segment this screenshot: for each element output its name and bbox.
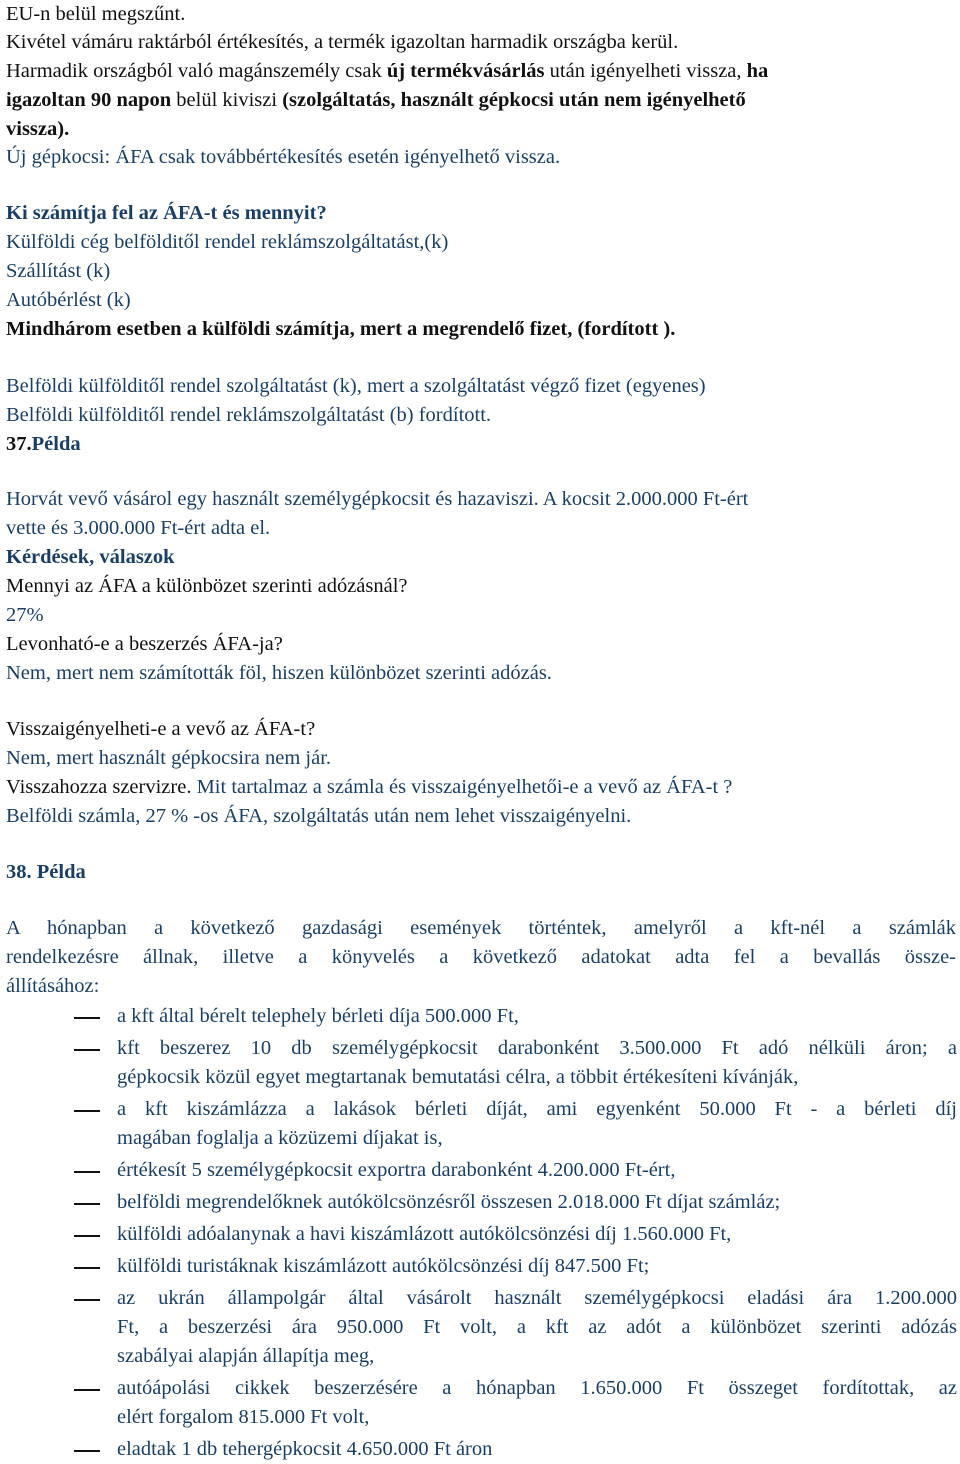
list-item-continuation: Ft, a beszerzési ára 950.000 Ft volt, a kft az adót a különbözet szerinti adózás xyxy=(117,1316,957,1338)
list-item: külföldi turistáknak kiszámlázott autókölcsönzési díj 847.500 Ft; xyxy=(117,1255,650,1277)
who-line-4: Mindhárom esetben a külföldi számítja, mert a megrendelő fizet, (fordított ). xyxy=(6,318,676,340)
list-dash xyxy=(74,1017,100,1019)
list-item: értékesít 5 személygépkocsit exportra darabonként 4.200.000 Ft-ért, xyxy=(117,1159,676,1181)
intro-line-4b: belül kiviszi xyxy=(171,89,283,111)
example37-word: Példa xyxy=(31,433,81,455)
intro-line-4c: (szolgáltatás, használt gépkocsi után nem igényelhető xyxy=(282,89,746,111)
list-item-continuation: elért forgalom 815.000 Ft volt, xyxy=(117,1406,370,1428)
example38-intro-1: A hónapban a következő gazdasági események történtek, amelyről a kft-nél a számlák xyxy=(6,917,956,939)
example37-title xyxy=(6,430,81,459)
question-2: Levonható-e a beszerzés ÁFA-ja? xyxy=(6,633,283,655)
answer-2: Nem, mert nem számították föl, hiszen különbözet szerinti adózás. xyxy=(6,662,552,684)
question-4 xyxy=(6,773,732,802)
list-item: eladtak 1 db tehergépkocsit 4.650.000 Ft áron xyxy=(117,1438,493,1460)
list-dash xyxy=(74,1267,100,1269)
answer-1: 27% xyxy=(6,604,44,626)
answer-4: Belföldi számla, 27 % -os ÁFA, szolgáltatás után nem lehet visszaigényelni. xyxy=(6,805,632,827)
intro-line-4a: igazoltan 90 napon xyxy=(6,89,172,111)
example37-number: 37. xyxy=(6,433,32,455)
example38-intro-3: állításához: xyxy=(6,975,100,997)
example37-text-1: Horvát vevő vásárol egy használt személygépkocsit és hazaviszi. A kocsit 2.000.000 Ft-ért xyxy=(6,488,749,510)
list-item-continuation: magában foglalja a közüzemi díjakat is, xyxy=(117,1127,443,1149)
intro-line-3c: után igényelheti vissza, xyxy=(544,60,747,82)
intro-line-3d: ha xyxy=(746,60,769,82)
who-line-1: Külföldi cég belfölditől rendel reklámszolgáltatást,(k) xyxy=(6,231,449,253)
who-line-3: Autóbérlést (k) xyxy=(6,289,131,311)
intro-line-6: Új gépkocsi: ÁFA csak továbbértékesítés esetén igényelhető vissza. xyxy=(6,146,561,168)
list-dash xyxy=(74,1171,100,1173)
intro-line-5: vissza). xyxy=(6,118,70,140)
intro-line-3 xyxy=(6,57,768,86)
list-item: a kft által bérelt telephely bérleti díja 500.000 Ft, xyxy=(117,1005,519,1027)
question-4b: Mit tartalmaz a számla és visszaigényelhetői-e a vevő az ÁFA-t ? xyxy=(191,776,733,798)
list-dash xyxy=(74,1110,100,1112)
list-item: belföldi megrendelőknek autókölcsönzésről összesen 2.018.000 Ft díjat számláz; xyxy=(117,1191,781,1213)
example38-title: 38. Példa xyxy=(6,861,86,883)
intro-line-4 xyxy=(6,86,746,115)
list-dash xyxy=(74,1299,100,1301)
who-line-2: Szállítást (k) xyxy=(6,260,111,282)
who-heading: Ki számítja fel az ÁFA-t és mennyit? xyxy=(6,202,327,224)
intro-line-3a: Harmadik országból való magánszemély csak xyxy=(6,60,387,82)
question-4a: Visszahozza szervizre. xyxy=(6,776,192,798)
example37-text-2: vette és 3.000.000 Ft-ért adta el. xyxy=(6,517,271,539)
list-dash xyxy=(74,1235,100,1237)
list-dash xyxy=(74,1049,100,1051)
intro-line-1: EU-n belül megszűnt. xyxy=(6,3,186,25)
answer-3: Nem, mert használt gépkocsira nem jár. xyxy=(6,747,332,769)
who-line-6: Belföldi külfölditől rendel reklámszolgáltatást (b) fordított. xyxy=(6,404,492,426)
list-item-continuation: gépkocsik közül egyet megtartanak bemutatási célra, a többit értékesíteni kívánják, xyxy=(117,1066,799,1088)
list-dash xyxy=(74,1203,100,1205)
question-1: Mennyi az ÁFA a különbözet szerinti adózásnál? xyxy=(6,575,408,597)
list-item: az ukrán állampolgár által vásárolt használt személygépkocsi eladási ára 1.200.000 xyxy=(117,1287,957,1309)
intro-line-2: Kivétel vámáru raktárból értékesítés, a termék igazoltan harmadik országba kerül. xyxy=(6,31,679,53)
list-item-continuation: szabályai alapján állapítja meg, xyxy=(117,1345,375,1367)
intro-line-3b: új termékvásárlás xyxy=(386,60,545,82)
list-item: a kft kiszámlázza a lakások bérleti díját, ami egyenként 50.000 Ft - a bérleti díj xyxy=(117,1098,957,1120)
list-item: kft beszerez 10 db személygépkocsit darabonként 3.500.000 Ft adó nélküli áron; a xyxy=(117,1037,957,1059)
question-3: Visszaigényelheti-e a vevő az ÁFA-t? xyxy=(6,718,316,740)
list-dash xyxy=(74,1389,100,1391)
list-item: külföldi adóalanynak a havi kiszámlázott autókölcsönzési díj 1.560.000 Ft, xyxy=(117,1223,732,1245)
who-line-5: Belföldi külfölditől rendel szolgáltatást (k), mert a szolgáltatást végző fizet (egyenes) xyxy=(6,375,706,397)
example38-intro-2: rendelkezésre állnak, illetve a könyvelés a következő adatokat adta fel a bevallás össze- xyxy=(6,946,956,968)
qa-heading: Kérdések, válaszok xyxy=(6,546,175,568)
list-item: autóápolási cikkek beszerzésére a hónapban 1.650.000 Ft összeget fordítottak, az xyxy=(117,1377,957,1399)
